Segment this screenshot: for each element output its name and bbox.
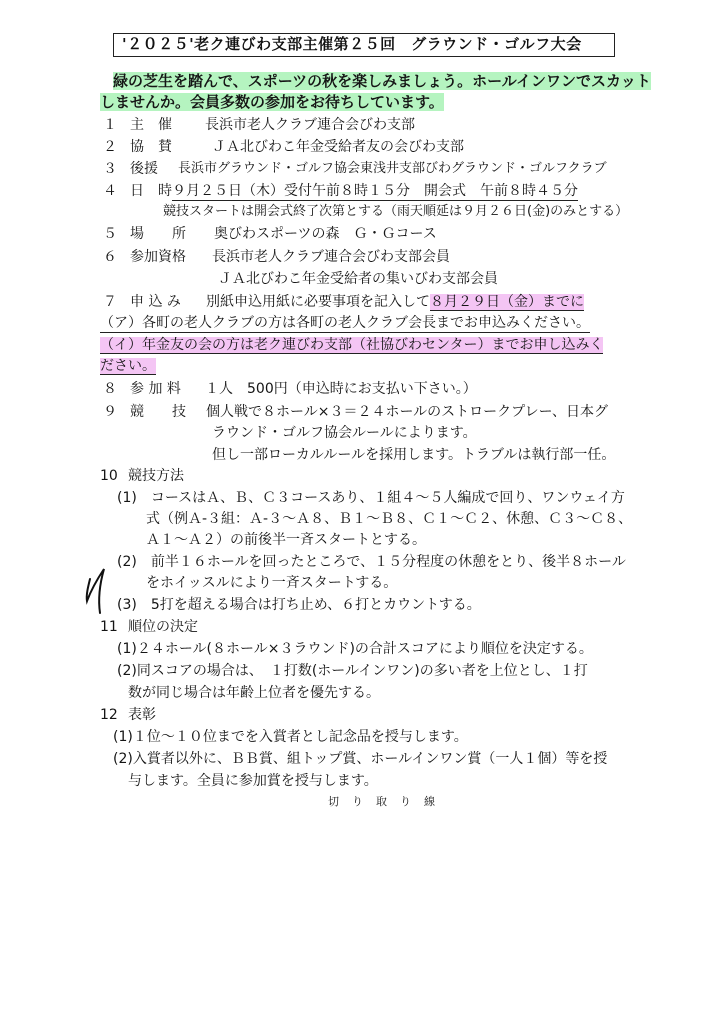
item-6-label: 参加資格 bbox=[130, 249, 186, 265]
item-6-value-2: ＪＡ北びわこ年金受給者の集いびわ支部会員 bbox=[218, 271, 498, 287]
intro-line-1: 緑の芝生を踏んで、スポーツの秋を楽しみましょう。ホールインワンでスカット bbox=[113, 72, 651, 90]
item-1-value: 長浜市老人クラブ連合会びわ支部 bbox=[205, 117, 415, 133]
item-4-value: ９月２５日（木）受付午前８時１５分 開会式 午前８時４５分 bbox=[172, 183, 578, 199]
item-9-number: ９ bbox=[103, 404, 117, 420]
item-7-option-b-line-2: ださい。 bbox=[100, 358, 156, 374]
item-3-value: 長浜市グラウンド・ゴルフ協会東浅井支部びわグラウンド・ゴルフクラブ bbox=[178, 161, 607, 176]
item-11-rule-2-line-1: (2)同スコアの場合は、 １打数(ホールインワン)の多い者を上位とし、１打 bbox=[117, 663, 588, 679]
item-10-rule-1-line-2: 式（例Ａ-３組：Ａ-３～Ａ８、Ｂ１～Ｂ８、Ｃ１～Ｃ２、休憩、Ｃ３～Ｃ８、 bbox=[146, 511, 633, 527]
item-2-label: 協 賛 bbox=[130, 139, 172, 155]
item-10-label: 競技方法 bbox=[128, 468, 184, 484]
item-1-label: 主 催 bbox=[130, 117, 172, 133]
item-8-value: １人 500円（申込時にお支払い下さい。） bbox=[205, 381, 477, 397]
item-12-number: 12 bbox=[100, 707, 118, 723]
item-11-rule-1: (1)２４ホール(８ホール×３ラウンド)の合計スコアにより順位を決定する。 bbox=[117, 641, 593, 657]
item-7-option-b-line-1: （イ）年金友の会の方は老ク連びわ支部（社協びわセンター）までお申し込みく bbox=[100, 337, 604, 353]
item-11-label: 順位の決定 bbox=[128, 619, 198, 635]
item-9-label: 競 技 bbox=[130, 404, 186, 420]
item-5-value: 奥びわスポーツの森 Ｇ・Ｇコース bbox=[214, 226, 437, 242]
cut-line-label: 切 り 取 り 線 bbox=[328, 795, 436, 808]
item-10-rule-1-line-1: (1) コースはＡ、Ｂ、Ｃ３コースあり、１組４～５人編成で回り、ワンウェイ方 bbox=[117, 490, 625, 506]
item-7-label: 申 込 み bbox=[130, 294, 181, 310]
item-4-note: 競技スタートは開会式終了次第とする（雨天順延は９月２６日(金)のみとする） bbox=[163, 204, 629, 219]
item-12-rule-2-line-2: 与します。全員に参加賞を授与します。 bbox=[128, 773, 378, 789]
item-4-number: ４ bbox=[103, 183, 117, 199]
item-7-number: ７ bbox=[103, 294, 117, 310]
item-5-number: ５ bbox=[103, 226, 117, 242]
item-4-label: 日 時 bbox=[130, 183, 172, 199]
item-5-label: 場 所 bbox=[130, 226, 186, 242]
item-11-number: 11 bbox=[100, 619, 118, 635]
item-10-rule-1-line-3: Ａ１～Ａ２）の前後半一斉スタートとする。 bbox=[146, 532, 426, 548]
item-7-option-a: （ア）各町の老人クラブの方は各町の老人クラブ会長までお申込みください。 bbox=[100, 315, 590, 331]
item-7-deadline: ８月２９日（金）までに bbox=[430, 294, 584, 310]
item-9-line-2: ラウンド・ゴルフ協会ルールによります。 bbox=[212, 425, 477, 441]
item-10-rule-2-line-2: をホイッスルにより一斉スタートする。 bbox=[146, 575, 398, 591]
item-8-number: ８ bbox=[103, 381, 117, 397]
item-9-line-3: 但し一部ローカルルールを採用します。トラブルは執行部一任。 bbox=[212, 447, 616, 463]
item-12-rule-1: (1)１位～１０位までを入賞者とし記念品を授与します。 bbox=[113, 729, 468, 745]
item-12-label: 表彰 bbox=[128, 707, 156, 723]
item-11-rule-2-line-2: 数が同じ場合は年齢上位者を優先する。 bbox=[128, 685, 380, 701]
item-7-text: 別紙申込用紙に必要事項を記入して８月２９日（金）までに bbox=[206, 294, 584, 310]
item-2-value: ＪＡ北びわこ年金受給者友の会びわ支部 bbox=[212, 139, 464, 155]
item-3-label: 後援 bbox=[130, 161, 158, 177]
item-1-number: １ bbox=[103, 117, 117, 133]
item-8-label: 参 加 料 bbox=[130, 381, 181, 397]
item-10-rule-3: (3) 5打を超える場合は打ち止め、６打とカウントする。 bbox=[117, 597, 481, 613]
item-9-line-1: 個人戦で８ホール×３＝２４ホールのストロークプレー、日本グ bbox=[206, 404, 609, 420]
item-2-number: ２ bbox=[103, 139, 117, 155]
item-10-rule-2-line-1: (2) 前半１６ホールを回ったところで、１５分程度の休憩をとり、後半８ホール bbox=[117, 554, 626, 570]
item-12-rule-2-line-1: (2)入賞者以外に、ＢＢ賞、組トップ賞、ホールインワン賞（一人１個）等を授 bbox=[113, 751, 608, 767]
document-title: '２０２５'老ク連びわ支部主催第２５回 グラウンド・ゴルフ大会 bbox=[113, 33, 615, 57]
handwritten-check-mark bbox=[78, 565, 112, 617]
item-10-number: 10 bbox=[100, 468, 118, 484]
item-6-number: ６ bbox=[103, 249, 117, 265]
item-6-value-1: 長浜市老人クラブ連合会びわ支部会員 bbox=[212, 249, 450, 265]
intro-line-2: しませんか。会員多数の参加をお待ちしています。 bbox=[100, 93, 444, 111]
item-3-number: ３ bbox=[103, 161, 117, 177]
